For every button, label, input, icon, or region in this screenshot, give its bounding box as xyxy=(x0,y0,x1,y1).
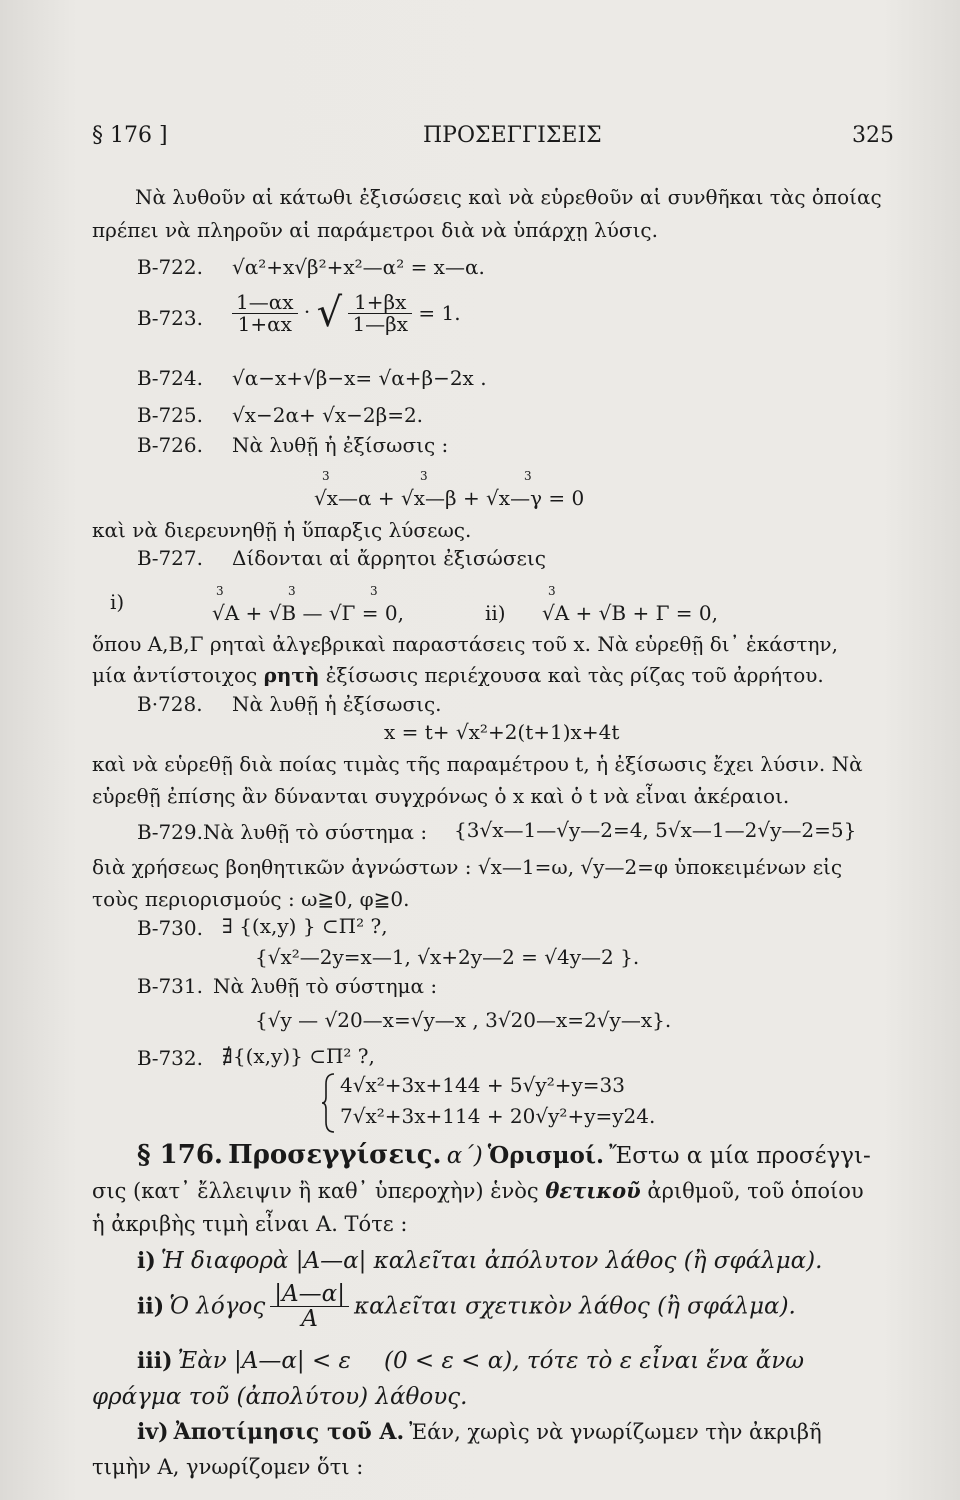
item-iv-rest: Ἐάν, χωρὶς νὰ γνωρίζωμεν τὴν ἀκριβῆ xyxy=(409,1420,822,1444)
problem-label-b725: Β-725. xyxy=(137,403,203,427)
fraction-1 xyxy=(232,289,298,336)
problem-label-b724: Β-724. xyxy=(137,366,203,390)
root-sign: √ xyxy=(316,290,343,336)
problem-label-b731: Β-731. xyxy=(137,974,203,998)
item-iv-heading: Ἀποτίμησις τοῦ Α. xyxy=(173,1419,405,1445)
follow-b728-1: καὶ νὰ εὑρεθῇ διὰ ποίας τιμὰς τῆς παραμέτρου t, ἡ ἐξίσωσις ἔχει λύσιν. Νὰ xyxy=(92,752,863,776)
equation-b726: √x—α + √x—β + √x—γ = 0 xyxy=(314,486,585,510)
item-i-text: Ἡ διαφορὰ |Α—α| καλεῖται ἀπόλυτον λάθος (ἢ σφάλμα). xyxy=(160,1248,823,1274)
running-title: ΠΡΟΣΕΓΓΙΣΕΙΣ xyxy=(423,123,602,148)
follow-text: ἐξίσωσις περιέχουσα καὶ τὰς ρίζας τοῦ ἀρρήτου. xyxy=(319,663,824,687)
equation-b727-i: √A + √B — √Γ = 0, xyxy=(212,601,404,625)
denominator-1: 1+αx xyxy=(237,311,292,336)
item-ii-label: ii) xyxy=(137,1293,165,1320)
problem-label-b726: Β-726. xyxy=(137,433,203,457)
section-line-2 xyxy=(92,1178,864,1203)
item-iv-line-2: τιμὴν Α, γνωρίζομεν ὅτι : xyxy=(92,1455,364,1479)
text-b729: Νὰ λυθῇ τὸ σύστημα : xyxy=(203,820,428,844)
text-b727: Δίδονται αἱ ἄρρητοι ἐξισώσεις xyxy=(232,546,546,570)
equation-b723 xyxy=(232,290,461,336)
section-heading-line xyxy=(137,1140,871,1170)
problem-label-b732: Β-732. xyxy=(137,1046,203,1070)
item-iii-a: Ἐὰν |Α—α| < ε xyxy=(177,1348,351,1374)
emphasis-positive: θετικοῦ xyxy=(545,1178,641,1203)
subsection-alpha: α΄) xyxy=(446,1143,483,1169)
intro-line-1: Νὰ λυθοῦν αἱ κάτωθι ἐξισώσεις καὶ νὰ εὑρεθοῦν αἱ συνθῆκαι τὰς ὁποίας xyxy=(135,185,882,209)
section-line-3: ἡ ἀκριβὴς τιμὴ εἶναι Α. Τότε : xyxy=(92,1212,408,1236)
root-index: 3 xyxy=(548,584,556,598)
follow-text: μία ἀντίστοιχος xyxy=(92,663,264,687)
item-iv-label: iv) xyxy=(137,1419,169,1445)
equation-b728: x = t+ √x²+2(t+1)x+4t xyxy=(384,720,620,744)
relative-error-fraction xyxy=(270,1282,349,1331)
item-i-label: i) xyxy=(137,1248,156,1274)
section-mark: § 176 ] xyxy=(92,123,168,148)
root-index: 3 xyxy=(216,584,224,598)
root-index: 3 xyxy=(370,584,378,598)
equation-b732-1: 4√x²+3x+144 + 5√y²+y=33 xyxy=(340,1073,625,1097)
heading-line-rest: Ἔστω α μία προσέγγι- xyxy=(609,1143,871,1169)
follow-b729-2: τοὺς περιορισμούς : ω≧0, φ≧0. xyxy=(92,887,410,911)
system-b731: {√y — √20—x=√y—x , 3√20—x=2√y—x}. xyxy=(255,1008,672,1032)
root-index: 3 xyxy=(322,469,330,483)
follow-b728-2: εὑρεθῇ ἐπίσης ἂν δύνανται συγχρόνως ὁ x καὶ ὁ t νὰ εἶναι ἀκέραιοι. xyxy=(92,784,790,808)
equation-b727-ii: √A + √B + Γ = 0, xyxy=(542,601,719,625)
system-b730: {√x²—2y=x—1, √x+2y—2 = √4y—2 }. xyxy=(255,945,640,969)
text-b731: Νὰ λυθῇ τὸ σύστημα : xyxy=(213,974,438,998)
brace-left xyxy=(322,1072,336,1134)
item-i xyxy=(137,1248,822,1274)
definitions-heading: Ὁρισμοί. xyxy=(487,1142,604,1169)
text-b728: Νὰ λυθῇ ἡ ἐξίσωσις. xyxy=(232,692,442,716)
dot-operator: · xyxy=(303,299,311,324)
item-iii-b: (0 < ε < α), τότε τὸ ε εἶναι ἕνα ἄνω xyxy=(384,1348,804,1374)
item-ii-post: καλεῖται σχετικὸν λάθος (ἢ σφάλμα). xyxy=(354,1293,796,1320)
root-index: 3 xyxy=(288,584,296,598)
equation-b722: √α²+x√β²+x²—α² = x—α. xyxy=(232,255,485,279)
problem-label-b727: Β-727. xyxy=(137,546,203,570)
item-iii-c: φράγμα τοῦ (ἀπολύτου) λάθους. xyxy=(92,1384,468,1410)
intro-line-2: πρέπει νὰ πληροῦν αἱ παράμετροι διὰ νὰ ὑπάρχῃ λύσις. xyxy=(92,218,658,242)
follow-b727-1: ὅπου Α,Β,Γ ρηταὶ ἀλγεβρικαὶ παραστάσεις τοῦ x. Νὰ εὑρεθῇ δι᾽ ἑκάστην, xyxy=(92,632,838,656)
problem-label-b730: Β-730. xyxy=(137,916,203,940)
follow-b729-1: διὰ χρήσεως βοηθητικῶν ἀγνώστων : √x—1=ω, √y—2=φ ὑποκειμένων εἰς xyxy=(92,855,843,879)
text-b726: Νὰ λυθῇ ἡ ἐξίσωσις : xyxy=(232,433,449,457)
fraction-numerator: |Α—α| xyxy=(270,1282,349,1307)
item-iii xyxy=(137,1348,804,1374)
section-number: § 176. xyxy=(137,1140,223,1170)
emphasis-rational: ρητὴ xyxy=(263,663,320,687)
equation-b732-2: 7√x²+3x+114 + 20√y²+y=y24. xyxy=(340,1104,656,1128)
system-b729: {3√x—1—√y—2=4, 5√x—1—2√y—2=5} xyxy=(454,818,857,842)
problem-label-b728: Β·728. xyxy=(137,692,203,716)
item-i-label: i) xyxy=(110,590,125,614)
item-iv xyxy=(137,1419,822,1445)
problem-label-b723: Β-723. xyxy=(137,306,203,330)
section-title: Προσεγγίσεις. xyxy=(228,1140,442,1170)
root-index: 3 xyxy=(524,469,532,483)
head-b732: ∄{(x,y)} ⊂Π² ?, xyxy=(222,1044,375,1068)
item-ii-pre: Ὁ λόγος xyxy=(169,1293,266,1320)
numerator-1: 1—αx xyxy=(232,292,298,314)
item-ii xyxy=(137,1282,796,1331)
head-b730: ∃ {(x,y) } ⊂Π² ?, xyxy=(222,914,388,938)
equation-b725: √x−2α+ √x−2β=2. xyxy=(232,403,424,427)
text: σις (κατ᾽ ἔλλειψιν ἢ καθ᾽ ὑπεροχὴν) ἑνὸς xyxy=(92,1179,546,1203)
root-index: 3 xyxy=(420,469,428,483)
numerator-2: 1+βx xyxy=(348,292,412,314)
problem-label-b729: Β-729. xyxy=(137,820,203,844)
equation-b724: √α−x+√β−x= √α+β−2x . xyxy=(232,366,487,390)
page-number: 325 xyxy=(852,123,894,148)
rhs: = 1. xyxy=(418,301,461,325)
follow-b727-2 xyxy=(92,663,824,687)
fraction-denominator: Α xyxy=(301,1306,318,1333)
fraction-2 xyxy=(348,289,412,336)
problem-label-b722: Β-722. xyxy=(137,255,203,279)
follow-b726: καὶ νὰ διερευνηθῇ ἡ ὕπαρξις λύσεως. xyxy=(92,518,472,542)
denominator-2: 1—βx xyxy=(352,311,409,336)
text: ἀριθμοῦ, τοῦ ὁποίου xyxy=(640,1179,864,1203)
item-ii-label: ii) xyxy=(485,601,506,625)
item-iii-label: iii) xyxy=(137,1348,173,1374)
